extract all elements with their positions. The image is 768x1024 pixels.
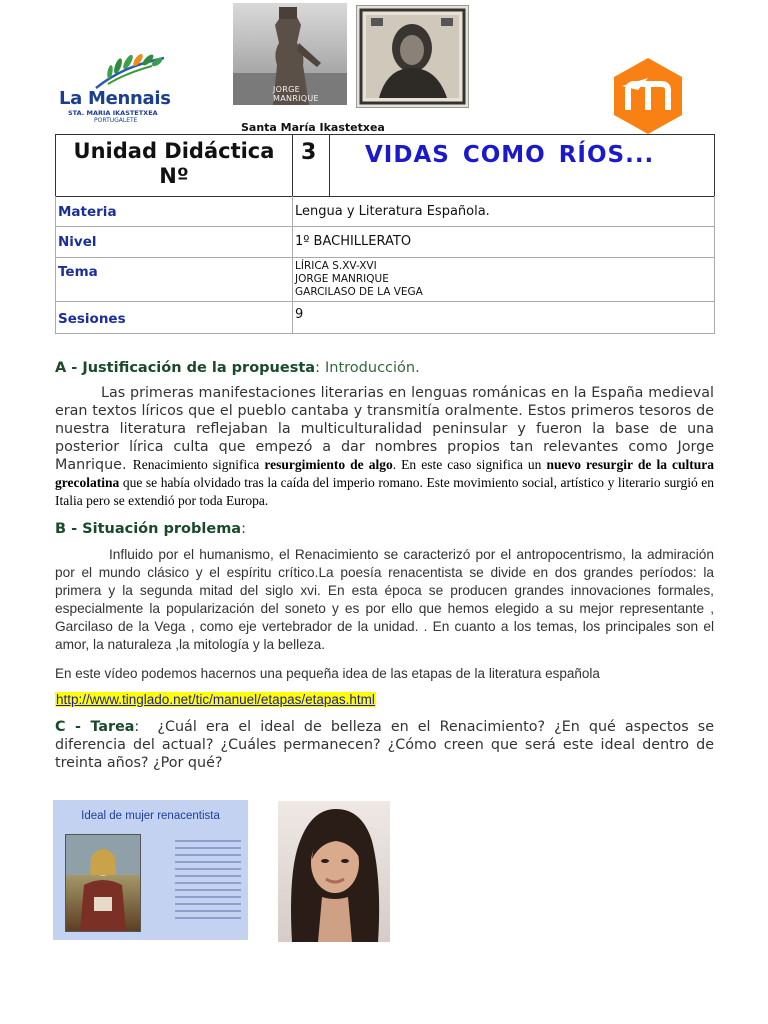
- renacimiento-text-2: . En este caso significa un: [392, 457, 542, 472]
- section-a-body: [55, 384, 714, 510]
- section-b-heading: [55, 521, 246, 537]
- tema-values: [295, 260, 423, 299]
- section-a-paragraph-sans: [55, 384, 714, 510]
- materia-value-cell: [292, 196, 715, 227]
- section-a-heading: [55, 360, 420, 376]
- materia-value: Lengua y Literatura Española.: [295, 204, 490, 219]
- unit-number-cell: [292, 134, 330, 197]
- nivel-value-cell: [292, 227, 715, 258]
- la-mennais-name: La Mennais: [59, 88, 171, 109]
- intro-sans-text: Las primeras manifestaciones literarias en lenguas románicas en la España medieval eran textos líricos que el pueblo cantaba y transmitía oralmente. Estos primeros tesoros de nuestra literatura reflejaban la multiculturalidad peninsular y fueron la base de una posterior lírica culta que empezó a dar nombres propios tan relevantes como Jorge Manrique.: [55, 385, 714, 473]
- la-mennais-town: PORTUGALETE: [94, 117, 138, 124]
- section-b-title: B - Situación problema: [55, 521, 242, 537]
- school-caption: Santa María Ikastetxea: [241, 121, 385, 134]
- etapas-link[interactable]: http://www.tinglado.net/tic/manuel/etapas/etapas.html: [56, 692, 375, 707]
- unit-label: Unidad Didáctica Nº: [73, 139, 275, 188]
- la-mennais-logo: [56, 54, 178, 124]
- video-text: En este vídeo podemos hacernos una pequeña idea de las etapas de la literatura española: [55, 666, 600, 681]
- sesiones-value: 9: [295, 307, 304, 322]
- materia-label: Materia: [58, 204, 117, 220]
- renaissance-portrait-painting: [65, 834, 141, 932]
- section-b-colon: :: [241, 521, 246, 537]
- section-a-subtitle: Introducción.: [325, 360, 420, 376]
- sesiones-value-cell: [292, 302, 715, 334]
- moodle-logo: [608, 56, 688, 136]
- unit-number: 3: [301, 140, 317, 165]
- renacimiento-text-1: Renacimiento significa: [132, 457, 260, 472]
- sesiones-label: Sesiones: [58, 311, 126, 327]
- nivel-label-cell: [55, 227, 293, 258]
- section-c-block: [55, 718, 714, 772]
- unit-label-cell: [55, 134, 293, 197]
- renacimiento-bold-1: resurgimiento de algo: [264, 457, 393, 472]
- garcilaso-engraving-image: [356, 5, 469, 108]
- materia-label-cell: [55, 196, 293, 227]
- renacimiento-bold-2: nuevo resurgir de la cultura grecolatina: [55, 457, 715, 490]
- unit-title: VIDAS COMO RÍOS...: [365, 142, 655, 168]
- ideal-text-lines: [175, 840, 241, 924]
- section-b-paragraph: Influido por el humanismo, el Renacimiento se caracterizó por el antropocentrismo, la admiración por el mundo clásico y el espíritu crítico.La poesía renacentista se divide en dos grandes períodos: la primera y la segunda mitad del siglo xvi. En esta época se producen grandes innovaciones formales, especialmente la popularización del soneto y es por ello que hemos elegido a su mejor representante , Garcilaso de la Vega , como eje vertebrador de la unidad. . En cuanto a los temas, los principales son el amor, la naturaleza ,la mitología y la belleza.: [55, 547, 714, 652]
- section-a-colon: :: [315, 360, 320, 376]
- sesiones-label-cell: [55, 302, 293, 334]
- tema-label: Tema: [58, 264, 98, 280]
- section-c-text: ¿Cuál era el ideal de belleza en el Renacimiento? ¿En qué aspectos se diferencia del actual? ¿Cuáles permanecen? ¿Cómo creen que será este ideal dentro de treinta años? ¿Por qué?: [55, 719, 714, 771]
- section-c-colon: :: [134, 719, 140, 735]
- nivel-value: 1º BACHILLERATO: [295, 234, 412, 249]
- modern-woman-photo: [278, 801, 390, 942]
- ideal-title: Ideal de mujer renacentista: [81, 810, 220, 822]
- section-a-title: A - Justificación de la propuesta: [55, 360, 316, 376]
- renacimiento-inline: [55, 457, 714, 508]
- ideal-mujer-renacentista-image: [53, 800, 248, 940]
- manrique-caption: JORGE MANRIQUE: [273, 85, 319, 103]
- leaves-icon: [56, 54, 178, 90]
- jorge-manrique-statue-image: [233, 3, 347, 105]
- moodle-icon: [608, 56, 688, 136]
- tema-value-3: GARCILASO DE LA VEGA: [295, 286, 423, 298]
- la-mennais-subtitle: STA. MARIA IKASTETXEA: [68, 109, 158, 117]
- tema-label-cell: [55, 258, 293, 302]
- section-c-paragraph: [55, 718, 714, 772]
- renacimiento-text-3: que se había olvidado tras la caída del imperio romano. Este movimiento social, artístico y literario surgió en Italia pero se extendió por toda Europa.: [55, 475, 715, 508]
- nivel-label: Nivel: [58, 234, 97, 250]
- tema-value-2: JORGE MANRIQUE: [295, 273, 389, 285]
- unit-title-cell: [329, 134, 715, 197]
- tema-value-cell: [292, 258, 715, 302]
- tema-value-1: LÍRICA S.XV-XVI: [295, 260, 377, 272]
- section-c-title: C - Tarea: [55, 719, 135, 735]
